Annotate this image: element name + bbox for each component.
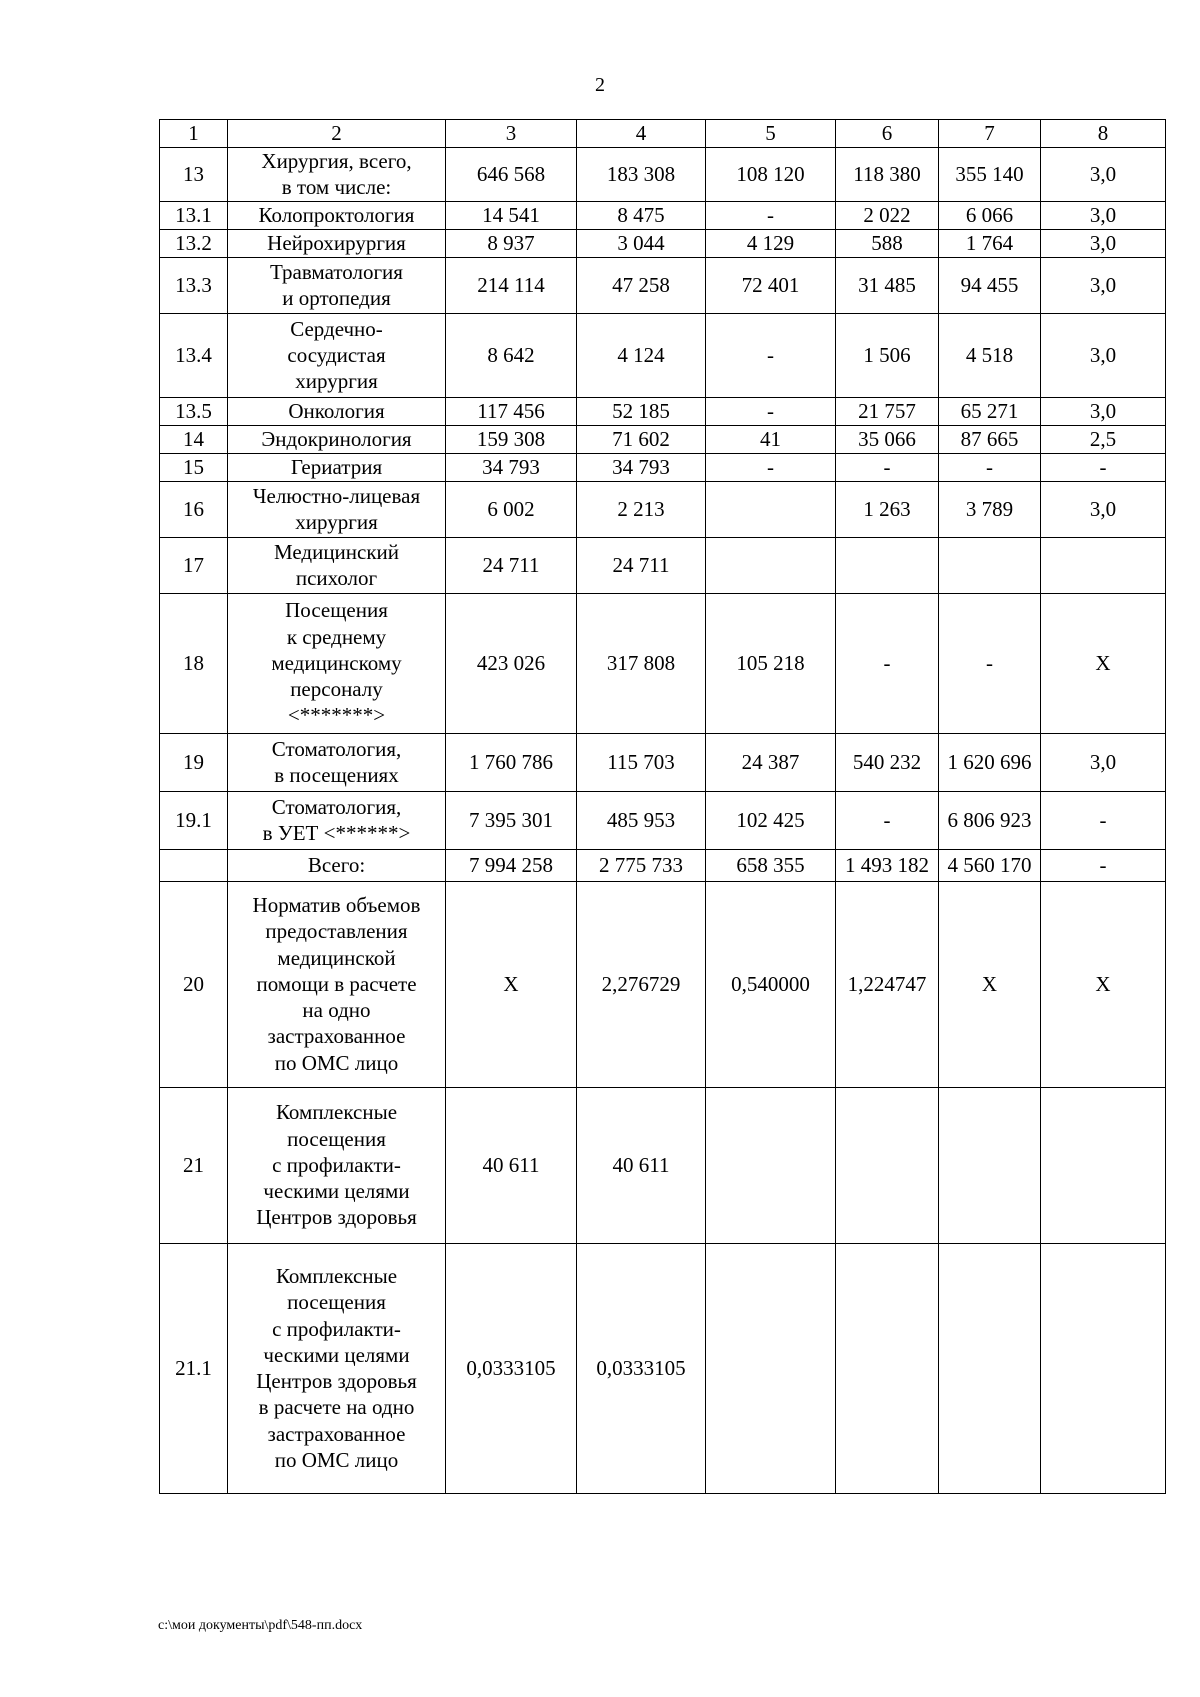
col4-value: 8 475	[577, 201, 706, 229]
col8-value	[1041, 537, 1166, 593]
col6-value: 118 380	[836, 148, 939, 202]
header-row	[160, 120, 1166, 148]
col7-value: 3 789	[939, 481, 1041, 537]
row-number: 17	[160, 537, 228, 593]
col4-value: 47 258	[577, 257, 706, 313]
row-number: 13	[160, 148, 228, 202]
col8-value: 3,0	[1041, 229, 1166, 257]
column-header: 4	[577, 120, 706, 148]
col4-value: 24 711	[577, 537, 706, 593]
col4-value: 3 044	[577, 229, 706, 257]
col6-value: 2 022	[836, 201, 939, 229]
row-number: 19.1	[160, 791, 228, 849]
col6-value: 1 263	[836, 481, 939, 537]
table-row	[160, 733, 1166, 791]
col6-value: 588	[836, 229, 939, 257]
row-label: Онкология	[228, 397, 446, 425]
col4-value: 2 775 733	[577, 849, 706, 881]
row-number: 18	[160, 593, 228, 733]
table-row	[160, 148, 1166, 202]
table-row	[160, 881, 1166, 1087]
col7-value: 6 066	[939, 201, 1041, 229]
column-header: 3	[446, 120, 577, 148]
col6-value: 540 232	[836, 733, 939, 791]
col7-value: -	[939, 593, 1041, 733]
page-number: 2	[595, 74, 605, 96]
row-number	[160, 849, 228, 881]
col7-value: 4 518	[939, 313, 1041, 397]
table-row	[160, 201, 1166, 229]
row-label: Посещения к среднему медицинскому персоналу <*******>	[228, 593, 446, 733]
col8-value: -	[1041, 849, 1166, 881]
footer-file-path: c:\мои документы\pdf\548-пп.docx	[158, 1618, 363, 1633]
col4-value: 40 611	[577, 1087, 706, 1243]
col6-value	[836, 1243, 939, 1493]
column-header: 2	[228, 120, 446, 148]
col4-value: 0,0333105	[577, 1243, 706, 1493]
col6-value: 1 506	[836, 313, 939, 397]
row-label: Норматив объемов предоставления медицинской помощи в расчете на одно застрахованное по ОМС лицо	[228, 881, 446, 1087]
col6-value: -	[836, 593, 939, 733]
col7-value: 65 271	[939, 397, 1041, 425]
col3-value: 423 026	[446, 593, 577, 733]
col4-value: 34 793	[577, 453, 706, 481]
col8-value: -	[1041, 791, 1166, 849]
col8-value: 3,0	[1041, 148, 1166, 202]
col4-value: 2,276729	[577, 881, 706, 1087]
row-number: 13.1	[160, 201, 228, 229]
row-label: Хирургия, всего, в том числе:	[228, 148, 446, 202]
col5-value	[706, 1087, 836, 1243]
col5-value: 72 401	[706, 257, 836, 313]
col5-value: -	[706, 397, 836, 425]
col5-value: 102 425	[706, 791, 836, 849]
col7-value: 1 620 696	[939, 733, 1041, 791]
col3-value: 24 711	[446, 537, 577, 593]
col7-value: 87 665	[939, 425, 1041, 453]
row-label: Эндокринология	[228, 425, 446, 453]
col4-value: 4 124	[577, 313, 706, 397]
col5-value	[706, 1243, 836, 1493]
col5-value: 658 355	[706, 849, 836, 881]
col7-value: 4 560 170	[939, 849, 1041, 881]
col6-value: 35 066	[836, 425, 939, 453]
table-row	[160, 229, 1166, 257]
col7-value	[939, 1087, 1041, 1243]
row-label: Комплексные посещения с профилакти- ческими целями Центров здоровья	[228, 1087, 446, 1243]
col5-value: 105 218	[706, 593, 836, 733]
col7-value: 6 806 923	[939, 791, 1041, 849]
table-row	[160, 593, 1166, 733]
col8-value: 3,0	[1041, 481, 1166, 537]
col3-value: 8 937	[446, 229, 577, 257]
row-label: Колопроктология	[228, 201, 446, 229]
row-number: 13.4	[160, 313, 228, 397]
col3-value: 1 760 786	[446, 733, 577, 791]
row-number: 13.3	[160, 257, 228, 313]
col6-value: -	[836, 453, 939, 481]
table-row	[160, 425, 1166, 453]
col3-value: 6 002	[446, 481, 577, 537]
row-number: 20	[160, 881, 228, 1087]
table-row	[160, 791, 1166, 849]
col8-value: 3,0	[1041, 733, 1166, 791]
row-label: Медицинский психолог	[228, 537, 446, 593]
column-header: 6	[836, 120, 939, 148]
col4-value: 485 953	[577, 791, 706, 849]
col8-value	[1041, 1243, 1166, 1493]
table-row	[160, 397, 1166, 425]
table-row	[160, 313, 1166, 397]
col7-value: 94 455	[939, 257, 1041, 313]
col4-value: 71 602	[577, 425, 706, 453]
col3-value: 214 114	[446, 257, 577, 313]
col4-value: 317 808	[577, 593, 706, 733]
col5-value	[706, 537, 836, 593]
row-number: 13.2	[160, 229, 228, 257]
column-header: 1	[160, 120, 228, 148]
col7-value: 1 764	[939, 229, 1041, 257]
row-label: Комплексные посещения с профилакти- ческими целями Центров здоровья в расчете на одно застрахованное по ОМС лицо	[228, 1243, 446, 1493]
col5-value: -	[706, 313, 836, 397]
row-number: 21.1	[160, 1243, 228, 1493]
col4-value: 115 703	[577, 733, 706, 791]
col5-value: 24 387	[706, 733, 836, 791]
col3-value: 7 395 301	[446, 791, 577, 849]
col8-value: 3,0	[1041, 397, 1166, 425]
col8-value: 3,0	[1041, 313, 1166, 397]
col3-value: 40 611	[446, 1087, 577, 1243]
col4-value: 52 185	[577, 397, 706, 425]
col6-value: 21 757	[836, 397, 939, 425]
col6-value: 31 485	[836, 257, 939, 313]
col3-value: 34 793	[446, 453, 577, 481]
col6-value: -	[836, 791, 939, 849]
col8-value	[1041, 1087, 1166, 1243]
col4-value: 183 308	[577, 148, 706, 202]
col8-value: Х	[1041, 881, 1166, 1087]
col5-value	[706, 481, 836, 537]
col7-value: -	[939, 453, 1041, 481]
col7-value	[939, 537, 1041, 593]
row-number: 21	[160, 1087, 228, 1243]
col3-value: Х	[446, 881, 577, 1087]
col8-value: Х	[1041, 593, 1166, 733]
col3-value: 0,0333105	[446, 1243, 577, 1493]
col5-value: 108 120	[706, 148, 836, 202]
col3-value: 14 541	[446, 201, 577, 229]
col3-value: 646 568	[446, 148, 577, 202]
row-number: 15	[160, 453, 228, 481]
col4-value: 2 213	[577, 481, 706, 537]
column-header: 8	[1041, 120, 1166, 148]
column-header: 7	[939, 120, 1041, 148]
row-label: Гериатрия	[228, 453, 446, 481]
col8-value: 3,0	[1041, 257, 1166, 313]
col3-value: 117 456	[446, 397, 577, 425]
table-row	[160, 849, 1166, 881]
col6-value	[836, 1087, 939, 1243]
row-label: Стоматология, в УЕТ <******>	[228, 791, 446, 849]
col8-value: 2,5	[1041, 425, 1166, 453]
col3-value: 159 308	[446, 425, 577, 453]
col5-value: 41	[706, 425, 836, 453]
row-label: Травматология и ортопедия	[228, 257, 446, 313]
col8-value: 3,0	[1041, 201, 1166, 229]
col7-value: 355 140	[939, 148, 1041, 202]
row-label: Стоматология, в посещениях	[228, 733, 446, 791]
row-number: 14	[160, 425, 228, 453]
table-row	[160, 257, 1166, 313]
row-label: Нейрохирургия	[228, 229, 446, 257]
col6-value: 1,224747	[836, 881, 939, 1087]
col5-value: -	[706, 201, 836, 229]
col3-value: 7 994 258	[446, 849, 577, 881]
col5-value: -	[706, 453, 836, 481]
col6-value	[836, 537, 939, 593]
col7-value: Х	[939, 881, 1041, 1087]
table-row	[160, 481, 1166, 537]
col3-value: 8 642	[446, 313, 577, 397]
column-header: 5	[706, 120, 836, 148]
data-table	[159, 119, 1166, 1494]
row-label: Всего:	[228, 849, 446, 881]
col5-value: 0,540000	[706, 881, 836, 1087]
row-number: 13.5	[160, 397, 228, 425]
table-row	[160, 1243, 1166, 1493]
table-row	[160, 1087, 1166, 1243]
row-label: Челюстно-лицевая хирургия	[228, 481, 446, 537]
table-row	[160, 537, 1166, 593]
col6-value: 1 493 182	[836, 849, 939, 881]
col7-value	[939, 1243, 1041, 1493]
row-label: Сердечно- сосудистая хирургия	[228, 313, 446, 397]
row-number: 19	[160, 733, 228, 791]
table-row	[160, 453, 1166, 481]
col8-value: -	[1041, 453, 1166, 481]
table-body	[160, 148, 1166, 1494]
col5-value: 4 129	[706, 229, 836, 257]
row-number: 16	[160, 481, 228, 537]
